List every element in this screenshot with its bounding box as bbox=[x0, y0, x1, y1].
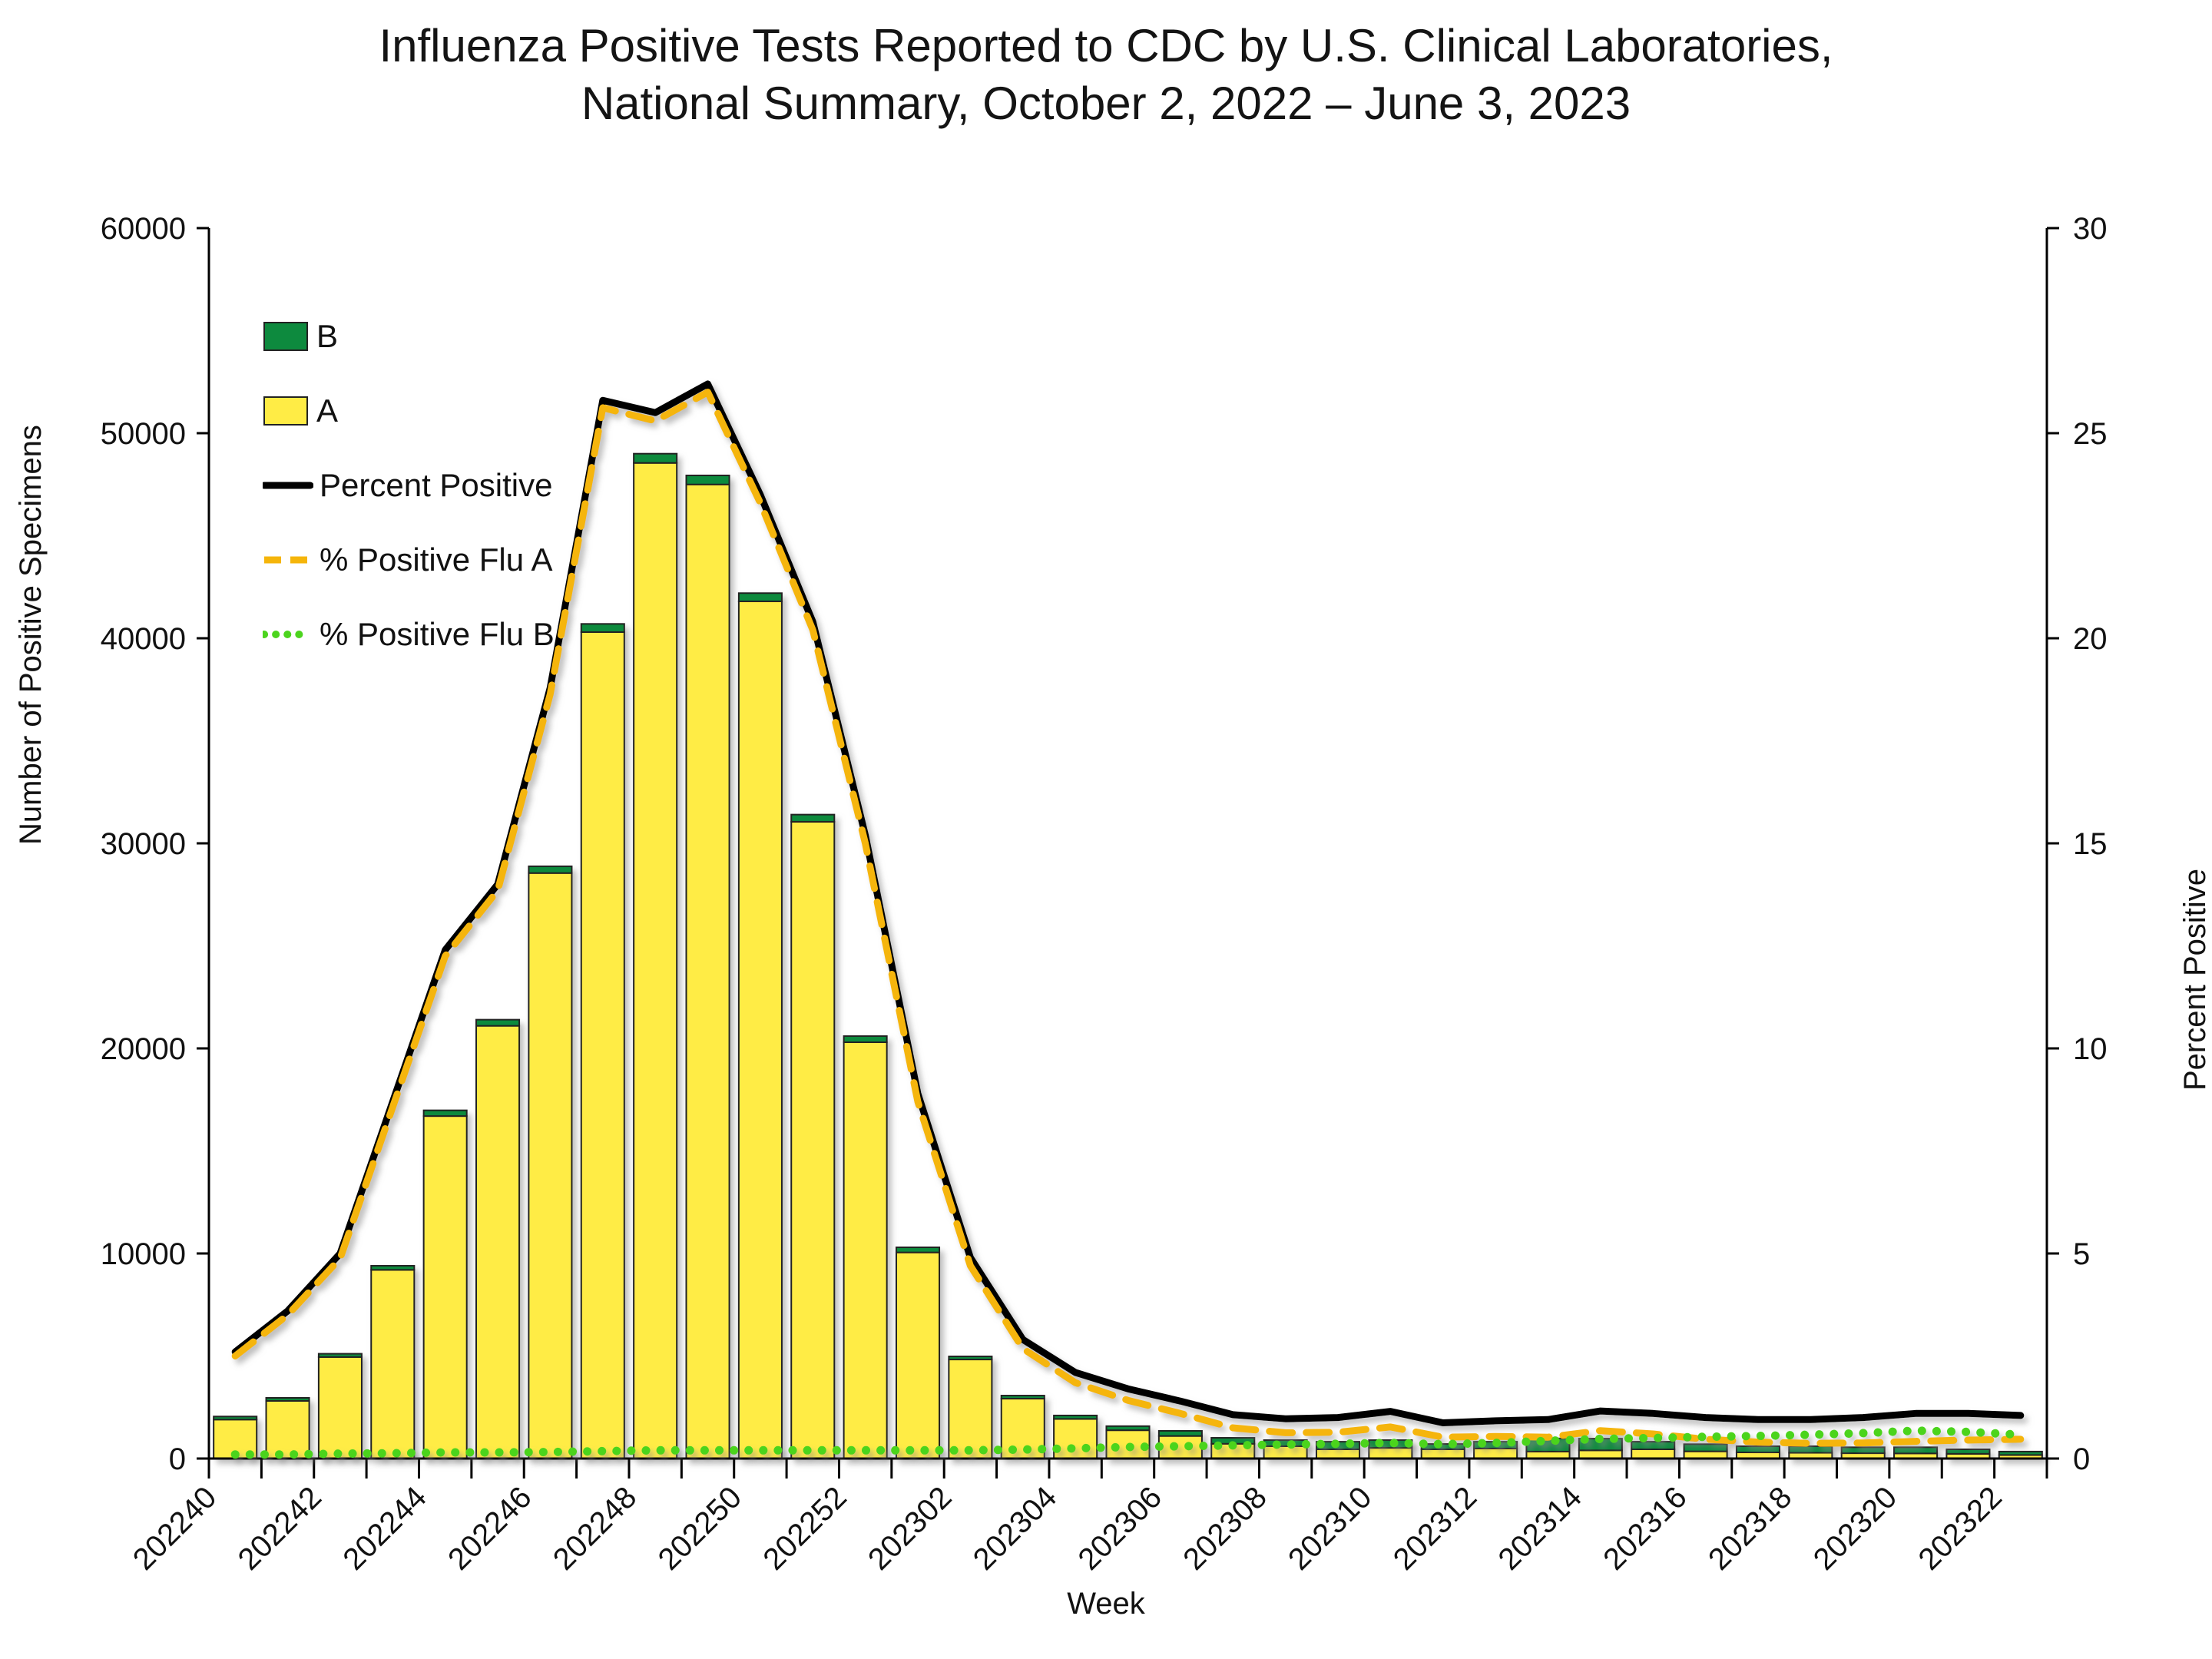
bar-b-202315 bbox=[1631, 1442, 1674, 1449]
right-tick-label-20: 20 bbox=[2073, 622, 2108, 656]
legend-item-percent-positive bbox=[263, 462, 552, 508]
left-tick-label-30000: 30000 bbox=[100, 827, 186, 861]
left-tick-label-20000: 20000 bbox=[100, 1032, 186, 1066]
bars-layer bbox=[214, 454, 2042, 1459]
bar-a-202306 bbox=[1159, 1436, 1202, 1459]
bar-a-202245 bbox=[476, 1026, 519, 1459]
x-tick-label-202316: 202316 bbox=[1597, 1480, 1694, 1577]
legend-swatch-icon bbox=[263, 394, 310, 428]
x-tick-label-202312: 202312 bbox=[1386, 1480, 1484, 1577]
bar-a-202301 bbox=[896, 1253, 939, 1459]
right-tick-label-25: 25 bbox=[2073, 417, 2108, 451]
x-tick-label-202302: 202302 bbox=[862, 1480, 959, 1577]
x-tick-label-202248: 202248 bbox=[546, 1480, 644, 1577]
bar-b-202321 bbox=[1946, 1449, 1989, 1454]
bar-b-202243 bbox=[371, 1266, 414, 1270]
x-tick-label-202240: 202240 bbox=[126, 1480, 224, 1577]
left-axis-title: Number of Positive Specimens bbox=[14, 425, 48, 845]
bar-a-202308 bbox=[1264, 1446, 1307, 1459]
legend-item-a bbox=[263, 388, 338, 434]
right-tick-label-0: 0 bbox=[2073, 1442, 2091, 1476]
x-axis-title: Week bbox=[1067, 1587, 1145, 1621]
bar-a-202242 bbox=[319, 1357, 362, 1459]
legend-swatch-icon bbox=[263, 320, 310, 353]
left-tick-label-50000: 50000 bbox=[100, 417, 186, 451]
legend-line-icon bbox=[263, 543, 313, 577]
bar-b-202311 bbox=[1422, 1444, 1465, 1449]
x-tick-label-202318: 202318 bbox=[1702, 1480, 1799, 1577]
bar-b-202302 bbox=[949, 1356, 992, 1359]
bar-b-202308 bbox=[1264, 1440, 1307, 1446]
bar-a-202310 bbox=[1369, 1448, 1412, 1459]
bar-a-202251 bbox=[791, 822, 834, 1459]
bar-a-202246 bbox=[528, 873, 571, 1459]
bar-a-202252 bbox=[844, 1042, 887, 1459]
bar-b-202240 bbox=[214, 1416, 257, 1419]
left-tick-label-60000: 60000 bbox=[100, 212, 186, 246]
bar-b-202248 bbox=[634, 454, 677, 463]
bar-b-202316 bbox=[1684, 1444, 1727, 1451]
right-tick-label-10: 10 bbox=[2073, 1032, 2108, 1066]
legend-label: % Positive Flu A bbox=[320, 541, 553, 578]
bar-b-202252 bbox=[844, 1036, 887, 1042]
bar-b-202250 bbox=[739, 593, 782, 601]
left-tick-label-10000: 10000 bbox=[100, 1237, 186, 1271]
legend-line-icon bbox=[263, 618, 313, 651]
bar-a-202248 bbox=[634, 463, 677, 1459]
x-tick-label-202252: 202252 bbox=[757, 1480, 853, 1577]
legend-label: Percent Positive bbox=[320, 467, 553, 503]
bar-a-202247 bbox=[581, 632, 624, 1459]
bar-b-202301 bbox=[896, 1247, 939, 1253]
bar-b-202319 bbox=[1842, 1447, 1885, 1453]
bar-b-202241 bbox=[267, 1398, 310, 1401]
bar-a-202241 bbox=[267, 1401, 310, 1459]
x-tick-label-202314: 202314 bbox=[1492, 1480, 1589, 1577]
legend-item-b bbox=[263, 313, 338, 359]
x-tick-label-202322: 202322 bbox=[1912, 1480, 2008, 1577]
right-tick-label-5: 5 bbox=[2073, 1237, 2091, 1271]
x-tick-label-202242: 202242 bbox=[231, 1480, 329, 1577]
bar-b-202242 bbox=[319, 1354, 362, 1357]
x-tick-label-202246: 202246 bbox=[442, 1480, 538, 1577]
x-tick-label-202308: 202308 bbox=[1177, 1480, 1273, 1577]
legend-label: B bbox=[316, 318, 339, 354]
x-tick-label-202310: 202310 bbox=[1282, 1480, 1379, 1577]
legend-item--positive-flu-b bbox=[263, 611, 555, 657]
bar-a-202315 bbox=[1631, 1449, 1674, 1459]
bar-a-202243 bbox=[371, 1270, 414, 1459]
chart-title-line2: National Summary, October 2, 2022 – June 3, 2023 bbox=[581, 78, 1631, 129]
x-tick-label-202244: 202244 bbox=[336, 1480, 433, 1577]
legend-item--positive-flu-a bbox=[263, 537, 552, 583]
chart-title-line1: Influenza Positive Tests Reported to CDC by U.S. Clinical Laboratories, bbox=[379, 20, 1833, 71]
x-tick-label-202306: 202306 bbox=[1071, 1480, 1169, 1577]
bar-b-202318 bbox=[1789, 1446, 1832, 1453]
bar-b-202249 bbox=[686, 475, 729, 485]
bar-a-202309 bbox=[1316, 1449, 1359, 1459]
bar-a-202302 bbox=[949, 1359, 992, 1459]
left-tick-label-0: 0 bbox=[168, 1442, 186, 1476]
bar-a-202249 bbox=[686, 485, 729, 1459]
bar-b-202317 bbox=[1737, 1446, 1780, 1452]
bar-a-202312 bbox=[1474, 1449, 1517, 1459]
legend-label: A bbox=[316, 392, 339, 429]
bar-b-202246 bbox=[528, 866, 571, 873]
legend-line-icon bbox=[263, 469, 313, 502]
bar-a-202244 bbox=[424, 1116, 467, 1459]
bar-a-202250 bbox=[739, 601, 782, 1459]
right-tick-label-30: 30 bbox=[2073, 212, 2108, 246]
bar-b-202320 bbox=[1894, 1447, 1937, 1453]
bar-b-202304 bbox=[1054, 1416, 1097, 1419]
bar-a-202314 bbox=[1579, 1450, 1622, 1459]
bar-b-202305 bbox=[1106, 1426, 1149, 1430]
bar-b-202303 bbox=[1002, 1396, 1045, 1399]
legend-label: % Positive Flu B bbox=[320, 616, 555, 652]
bar-b-202322 bbox=[1999, 1452, 2042, 1455]
bar-b-202306 bbox=[1159, 1431, 1202, 1436]
bar-a-202311 bbox=[1422, 1449, 1465, 1459]
bar-b-202247 bbox=[581, 624, 624, 632]
bar-b-202244 bbox=[424, 1111, 467, 1116]
bar-b-202251 bbox=[791, 815, 834, 822]
bar-a-202304 bbox=[1054, 1419, 1097, 1459]
x-tick-label-202320: 202320 bbox=[1806, 1480, 1904, 1577]
x-tick-label-202304: 202304 bbox=[966, 1480, 1064, 1577]
bar-b-202245 bbox=[476, 1020, 519, 1026]
right-axis-title: Percent Positive bbox=[2178, 868, 2212, 1091]
x-tick-label-202250: 202250 bbox=[651, 1480, 749, 1577]
left-tick-label-40000: 40000 bbox=[100, 622, 186, 656]
right-tick-label-15: 15 bbox=[2073, 827, 2108, 861]
